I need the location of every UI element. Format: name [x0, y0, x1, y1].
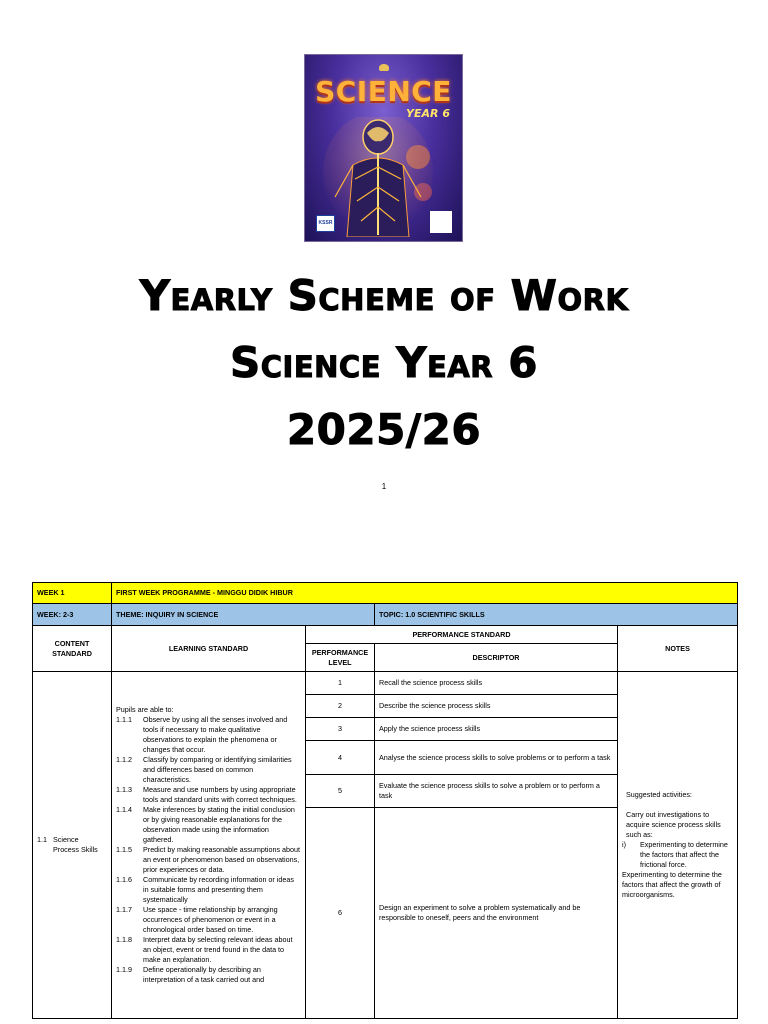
- performance-level: 2: [306, 695, 375, 718]
- content-standard-header: CONTENT STANDARD: [33, 626, 112, 672]
- performance-descriptor: Design an experiment to solve a problem systematically and be responsible to oneself, peers and the environment: [375, 808, 618, 1019]
- learning-standard-cell: [112, 672, 306, 1019]
- title-line-2: Science Year 6: [230, 338, 538, 387]
- notes-item: i) Experimenting to determine the factors that affect the frictional force.: [622, 840, 728, 869]
- learning-standard-header: LEARNING STANDARD: [112, 626, 306, 672]
- learning-item: 1.1.5 Predict by making reasonable assumptions about an event or phenomenon based on observations, prior experiences or data.: [116, 845, 301, 874]
- theme-label: THEME: INQUIRY IN SCIENCE: [112, 604, 375, 626]
- notes-cell: [618, 672, 738, 1019]
- performance-standard-header: PERFORMANCE STANDARD: [306, 626, 618, 644]
- theme-row: [33, 604, 738, 626]
- content-standard-number: 1.1: [37, 835, 47, 844]
- content-standard-cell: [33, 672, 112, 1019]
- header-row-1: [33, 626, 738, 644]
- performance-level: 4: [306, 741, 375, 775]
- learning-item: 1.1.2 Classify by comparing or identifying similarities and differences based on common characteristics.: [116, 755, 292, 784]
- notes-heading: Suggested activities:: [626, 790, 692, 799]
- learning-item: 1.1.1 Observe by using all the senses involved and tools if necessary to make qualitative observations to explain the phenomena or changes that occur.: [116, 715, 288, 754]
- performance-level: 3: [306, 718, 375, 741]
- performance-level: 5: [306, 775, 375, 808]
- performance-descriptor: Recall the science process skills: [375, 672, 618, 695]
- week-1-program: FIRST WEEK PROGRAMME - MINGGU DIDIK HIBUR: [112, 583, 738, 604]
- cover-title: SCIENCE: [315, 75, 452, 108]
- performance-descriptor: Describe the science process skills: [375, 695, 618, 718]
- performance-level: 1: [306, 672, 375, 695]
- document-title: [0, 262, 768, 463]
- performance-level-header: PERFORMANCE LEVEL: [306, 644, 375, 672]
- week-1-label: WEEK 1: [33, 583, 112, 604]
- qr-code-icon: [430, 211, 452, 233]
- learning-item: 1.1.6 Communicate by recording information or ideas in suitable forms and presenting them systematically: [116, 875, 295, 904]
- learning-item: 1.1.3 Measure and use numbers by using appropriate tools and standard units with correct techniques.: [116, 785, 297, 804]
- ministry-crest-icon: [305, 58, 462, 76]
- book-cover-image: [304, 54, 463, 242]
- performance-descriptor: Apply the science process skills: [375, 718, 618, 741]
- content-standard-text: Science Process Skills: [53, 835, 98, 854]
- learning-item: 1.1.9 Define operationally by describing an interpretation of a task carried out and: [116, 965, 265, 984]
- performance-level: 6: [306, 808, 375, 1019]
- notes-intro: Carry out investigations to acquire science process skills such as:: [626, 810, 721, 839]
- notes-extra: Experimenting to determine the factors that affect the growth of microorganisms.: [622, 870, 722, 899]
- human-body-illustration-icon: [323, 117, 447, 237]
- kssr-badge: KSSR: [316, 215, 335, 232]
- topic-label: TOPIC: 1.0 SCIENTIFIC SKILLS: [375, 604, 738, 626]
- learning-item: 1.1.8 Interpret data by selecting relevant ideas about an object, event or trend found in the data to make an explanation.: [116, 935, 293, 964]
- learning-item: 1.1.7 Use space - time relationship by arranging occurrences of phenomenon or event in a chronological order based on time.: [116, 905, 278, 934]
- page-number: 1: [381, 482, 387, 491]
- title-line-3: 2025/26: [286, 405, 482, 454]
- scheme-of-work-table: [32, 582, 738, 1019]
- week-1-row: [33, 583, 738, 604]
- cover-subtitle: YEAR 6: [406, 107, 450, 120]
- descriptor-header: DESCRIPTOR: [375, 644, 618, 672]
- performance-descriptor: Analyse the science process skills to solve problems or to perform a task: [375, 741, 618, 775]
- learning-intro: Pupils are able to:: [116, 705, 174, 714]
- title-line-1: Yearly Scheme of Work: [139, 271, 629, 320]
- performance-row-1: [33, 672, 738, 695]
- week-label: WEEK: 2-3: [33, 604, 112, 626]
- performance-descriptor: Evaluate the science process skills to solve a problem or to perform a task: [375, 775, 618, 808]
- learning-item: 1.1.4 Make inferences by stating the initial conclusion or by giving reasonable explanations for the observation made using the information gathered.: [116, 805, 295, 844]
- notes-header: NOTES: [618, 626, 738, 672]
